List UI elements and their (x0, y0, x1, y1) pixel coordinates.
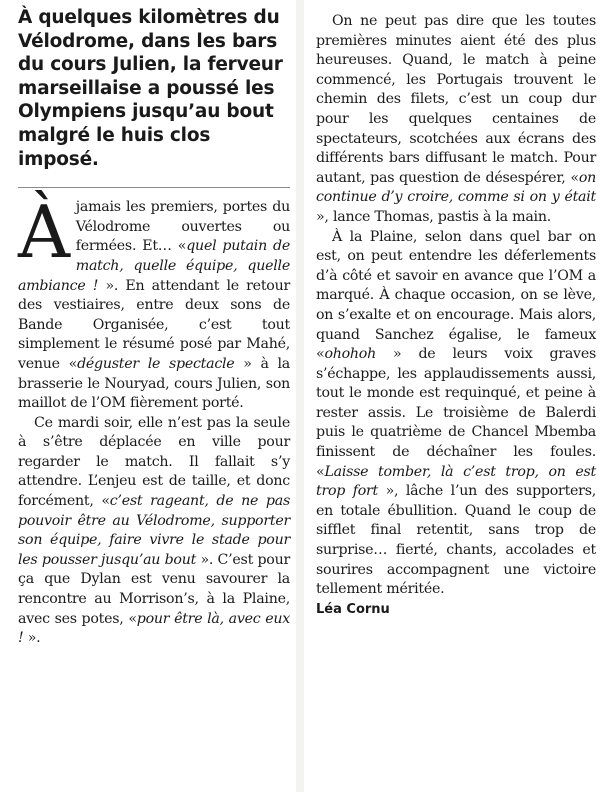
text-run: jamais les premiers, portes du Vélodrome ouvertes ou fermées. Et… « (75, 199, 290, 255)
quote-run: on continue d’y croire, comme si on y était (316, 169, 596, 206)
paragraph-1 (18, 190, 290, 414)
right-column (300, 0, 604, 792)
quote-run: pour être là, avec eux ! (18, 610, 290, 647)
text-run: On ne peut pas dire que les toutes premières minutes aient été des plus heureuses. Quand, le match à peine commencé, les Portugais trouvent le chemin des filets, c’est un coup dur pour les quelques centaines de spectateurs, scotchées aux écrans des différents bars diffusant le match. Pour autant, pas question de désespérer, « (316, 13, 596, 186)
text-run: », lance Thomas, pastis à la main. (316, 208, 551, 225)
text-run: ». (23, 630, 41, 647)
text-run: » à la brasserie le Nouryad, cours Julien, son maillot de l’OM fièrement porté. (18, 355, 290, 412)
quote-run: quel putain de match, quelle équipe, quelle ambiance ! (18, 238, 290, 294)
text-run: » de leurs voix graves s’échappe, les applaudissements aussi, tout le monde est requinqué, et peine à rester assis. Le troisième de Balerdi puis le quatrième de Chancel Mbemba finissent de déchaîner les foules. « (316, 346, 596, 480)
right-body (300, 0, 604, 600)
paragraph-3 (316, 12, 596, 228)
paragraph-4 (316, 228, 596, 600)
divider (18, 187, 290, 188)
text-run: À la Plaine, selon dans quel bar on est, on peut entendre les déferlements d’à côté et savoir en avance que l’OM a marqué. À chaque occasion, on se lève, on s’exalte et on encourage. Mais alors, quand Sanchez égalise, le fameux « (316, 228, 596, 363)
left-column (18, 6, 290, 649)
paragraph-2 (18, 414, 290, 649)
text-run: », lâche l’un des supporters, en totale ébullition. Quand le coup de sifflet final retentit, sans trop de surprise… fierté, chants, accolades et sourires accompagnent une victoire tellement méritée. (316, 483, 596, 598)
text-run: ». En attendant le retour des vestiaires, entre deux sons de Bande Organisée, c’est tout simplement le résumé posé par Mahé, venue « (18, 277, 290, 372)
quote-run: Laisse tomber, là c’est trop, on est trop fort (316, 463, 596, 500)
lead-paragraph: À quelques kilomètres du Vélodrome, dans les bars du cours Julien, la ferveur marseillaise a poussé les Olympiens jusqu’au bout malgré le huis clos imposé. (18, 7, 283, 170)
left-body (18, 190, 290, 649)
author-signature: Léa Cornu (316, 601, 390, 617)
drop-cap: À (18, 190, 70, 275)
quote-run: ohohoh (324, 346, 376, 363)
text-run: Ce mardi soir, elle n’est pas la seule à s’être déplacée en ville pour regarder le match. Il fallait s’y attendre. L’enjeu est de taille, et donc forcément, « (18, 414, 290, 510)
quote-run: déguster le spectacle (77, 355, 235, 372)
text-run: ». C’est pour ça que Dylan est venu savourer la rencontre au Morrison’s, à la Plaine, avec ses potes, « (18, 551, 290, 627)
quote-run: c’est rageant, de ne pas pouvoir être au Vélodrome, supporter son équipe, faire vivre le stade pour les pousser jusqu’au bout (18, 493, 290, 568)
